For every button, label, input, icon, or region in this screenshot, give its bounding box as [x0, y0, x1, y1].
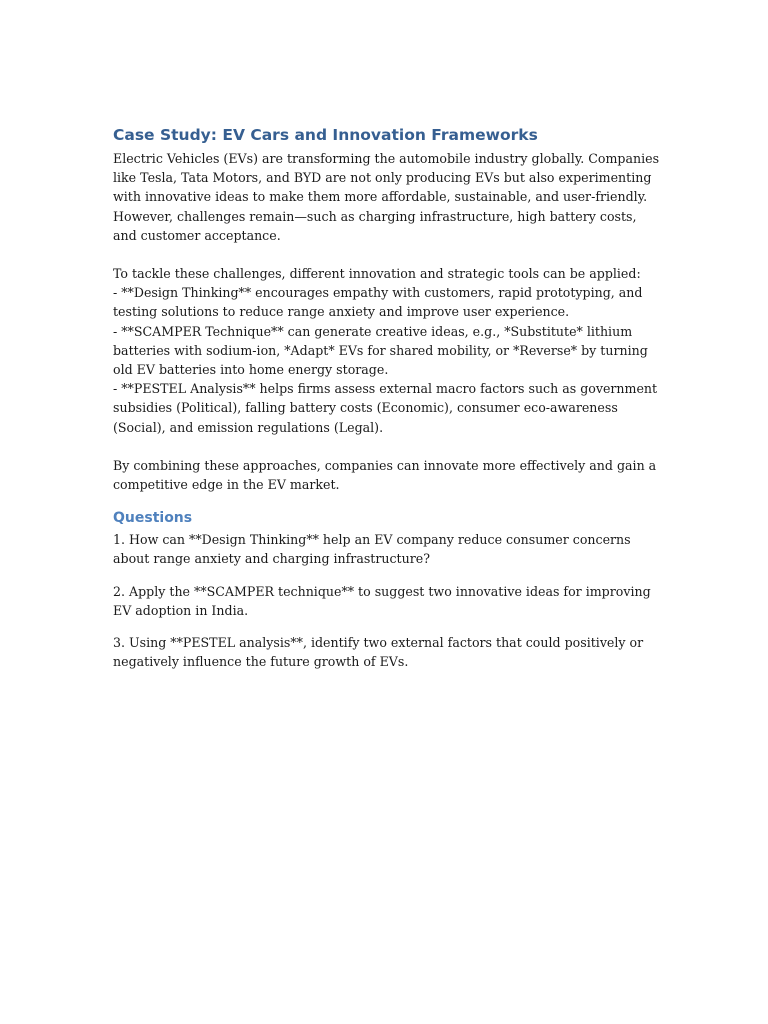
question-item: 2. Apply the **SCAMPER technique** to suggest two innovative ideas for improving EV adoption in India.: [113, 583, 651, 618]
paragraph-spacer: [113, 245, 661, 264]
paragraph-spacer: [113, 437, 661, 456]
intro-paragraph: Electric Vehicles (EVs) are transforming the automobile industry globally. Companies like Tesla, Tata Motors, and BYD are not only producing EVs but also experimenting with innovative ideas to make them more affordable, sustainable, and user-friendly. However, challenges remain—such as charging infrastructure, high battery costs, and customer acceptance.: [113, 151, 660, 243]
tool-pestel: - **PESTEL Analysis** helps firms assess external macro factors such as government subsidies (Political), falling battery costs (Economic), consumer eco-awareness (Social), and emission regulations (Legal).: [113, 381, 658, 435]
question-item: 1. How can **Design Thinking** help an EV company reduce consumer concerns about range anxiety and charging infrastructure?: [113, 532, 631, 567]
tool-design-thinking: - **Design Thinking** encourages empathy with customers, rapid prototyping, and testing solutions to reduce range anxiety and improve user experience.: [113, 285, 643, 320]
tool-scamper: - **SCAMPER Technique** can generate creative ideas, e.g., *Substitute* lithium batteries with sodium-ion, *Adapt* EVs for shared mobility, or *Reverse* by turning old EV batteries into home energy storage.: [113, 323, 648, 378]
document-body: [113, 124, 661, 684]
question-item: 3. Using **PESTEL analysis**, identify two external factors that could positively or negatively influence the future growth of EVs.: [113, 635, 644, 670]
tools-intro-line: To tackle these challenges, different innovation and strategic tools can be applied:: [113, 266, 641, 282]
conclusion-paragraph: By combining these approaches, companies can innovate more effectively and gain a competitive edge in the EV market.: [113, 457, 657, 493]
questions-heading: Questions: [113, 510, 193, 527]
document-title: Case Study: EV Cars and Innovation Frameworks: [113, 126, 538, 144]
